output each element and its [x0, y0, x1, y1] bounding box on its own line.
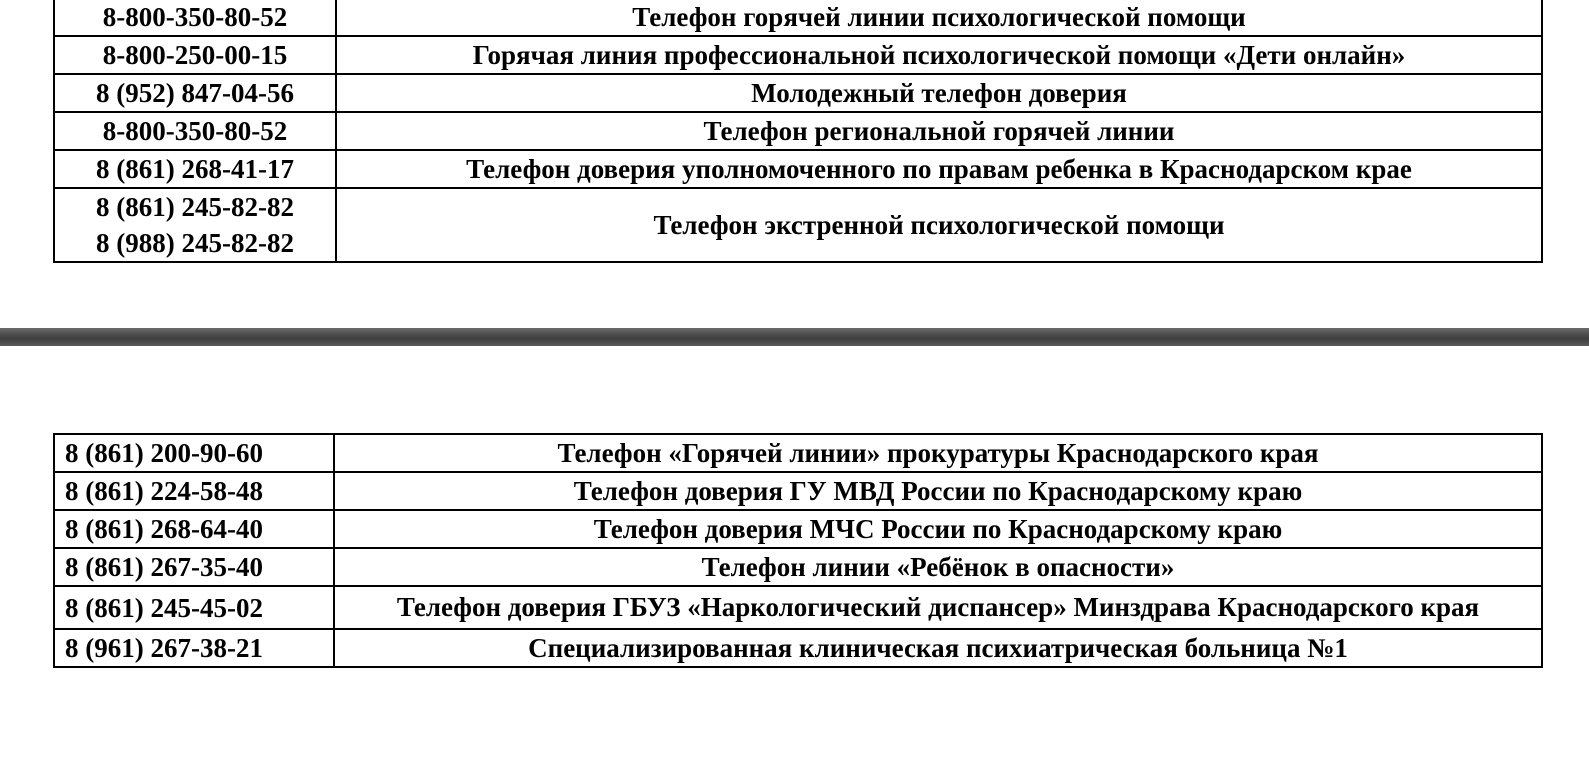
phone-number: 8 (952) 847-04-56: [54, 74, 336, 112]
hotline-table-bottom: [53, 433, 1543, 668]
table-row: [54, 150, 1542, 188]
service-description: Телефон доверия ГУ МВД России по Краснодарскому краю: [334, 472, 1542, 510]
table-row: [54, 112, 1542, 150]
table-row: [54, 629, 1542, 667]
phone-number: 8 (861) 245-82-82: [96, 192, 294, 222]
table-row: [54, 74, 1542, 112]
service-description: Телефон экстренной психологической помощи: [336, 188, 1542, 262]
table-row: [54, 510, 1542, 548]
table-row: [54, 36, 1542, 74]
phone-number: 8 (861) 200-90-60: [54, 434, 334, 472]
service-description: Телефон линии «Ребёнок в опасности»: [334, 548, 1542, 586]
phone-number: 8 (861) 267-35-40: [54, 548, 334, 586]
table-row: [54, 0, 1542, 36]
table-row: [54, 472, 1542, 510]
table-row: [54, 188, 1542, 262]
phone-number: 8-800-350-80-52: [54, 0, 336, 36]
table-row: [54, 548, 1542, 586]
service-description: Телефон доверия МЧС России по Краснодарскому краю: [334, 510, 1542, 548]
table-row: [54, 586, 1542, 629]
section-divider: [0, 328, 1589, 346]
hotline-table-top: [53, 0, 1543, 263]
service-description: Телефон доверия ГБУЗ «Наркологический диспансер» Минздрава Краснодарского края: [334, 586, 1542, 629]
service-description: Телефон доверия уполномоченного по правам ребенка в Краснодарском крае: [336, 150, 1542, 188]
service-description: Специализированная клиническая психиатрическая больница №1: [334, 629, 1542, 667]
phone-number: 8 (861) 224-58-48: [54, 472, 334, 510]
service-description: Горячая линия профессиональной психологической помощи «Дети онлайн»: [336, 36, 1542, 74]
service-description: Телефон региональной горячей линии: [336, 112, 1542, 150]
phone-number: 8 (861) 268-64-40: [54, 510, 334, 548]
phone-number-pair: [54, 188, 336, 262]
phone-number: 8-800-250-00-15: [54, 36, 336, 74]
phone-number: 8 (861) 245-45-02: [54, 586, 334, 629]
service-description: Молодежный телефон доверия: [336, 74, 1542, 112]
phone-number: 8 (961) 267-38-21: [54, 629, 334, 667]
table-row: [54, 434, 1542, 472]
phone-number: 8 (988) 245-82-82: [96, 228, 294, 258]
phone-number: 8-800-350-80-52: [54, 112, 336, 150]
phone-number: 8 (861) 268-41-17: [54, 150, 336, 188]
service-description: Телефон «Горячей линии» прокуратуры Краснодарского края: [334, 434, 1542, 472]
service-description: Телефон горячей линии психологической помощи: [336, 0, 1542, 36]
